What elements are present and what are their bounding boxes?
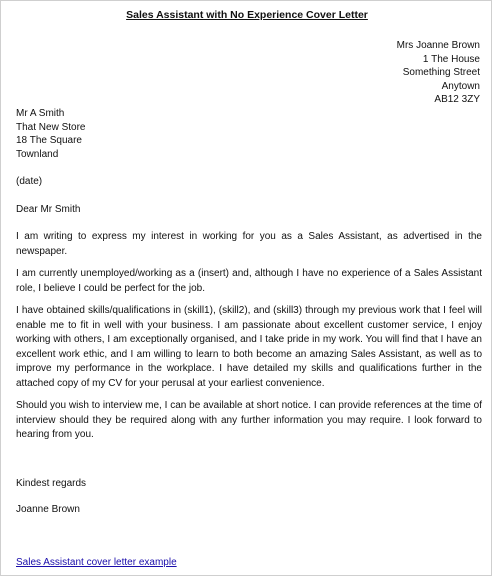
sender-address — [397, 39, 480, 107]
body-paragraph: I have obtained skills/qualifications in (skill1), (skill2), and (skill3) through my previous work that I feel will enable me to fit in well with your business. I am passionate about excellent customer service, I enjoy working with others, I am exceptionally organised, and I take pride in my work. You will find that I have an excellent work ethic, and I am willing to learn to both become an amazing Sales Assistant, as well as to improve my performance in the workplace. I have detailed my skills and qualifications further in the attached copy of my CV for your perusal at your earliest convenience. — [16, 305, 482, 389]
signature-name: Joanne Brown — [16, 504, 80, 515]
document-title: Sales Assistant with No Experience Cover Letter — [126, 9, 368, 21]
body-paragraph: Should you wish to interview me, I can be available at short notice. I can provide references at the time of interview should they be required along with any further information you may require. I look forward to hearing from you. — [16, 400, 482, 440]
recipient-name: Mr A Smith — [16, 108, 65, 119]
sender-name: Mrs Joanne Brown — [396, 40, 480, 51]
body-paragraph: I am writing to express my interest in working for you as a Sales Assistant, as advertised in the newspaper. — [16, 231, 482, 257]
salutation: Dear Mr Smith — [16, 204, 81, 215]
sender-address-line-2: Something Street — [402, 67, 480, 78]
body-paragraph: I am currently unemployed/working as a (insert) and, although I have no experience of a Sales Assistant role, I believe I could be perfect for the job. — [16, 268, 482, 294]
sender-town: Anytown — [441, 80, 480, 92]
recipient-company: That New Store — [16, 121, 86, 133]
letter-date: (date) — [16, 176, 43, 187]
closing: Kindest regards — [16, 478, 87, 489]
recipient-street: 18 The Square — [16, 135, 82, 146]
sender-postcode: AB12 3ZY — [434, 94, 480, 105]
recipient-town: Townland — [16, 148, 59, 160]
letter-body — [16, 230, 482, 451]
cover-letter-example-link[interactable]: Sales Assistant cover letter example — [16, 557, 177, 568]
recipient-address — [16, 107, 85, 161]
sender-address-line-1: 1 The House — [422, 53, 480, 65]
